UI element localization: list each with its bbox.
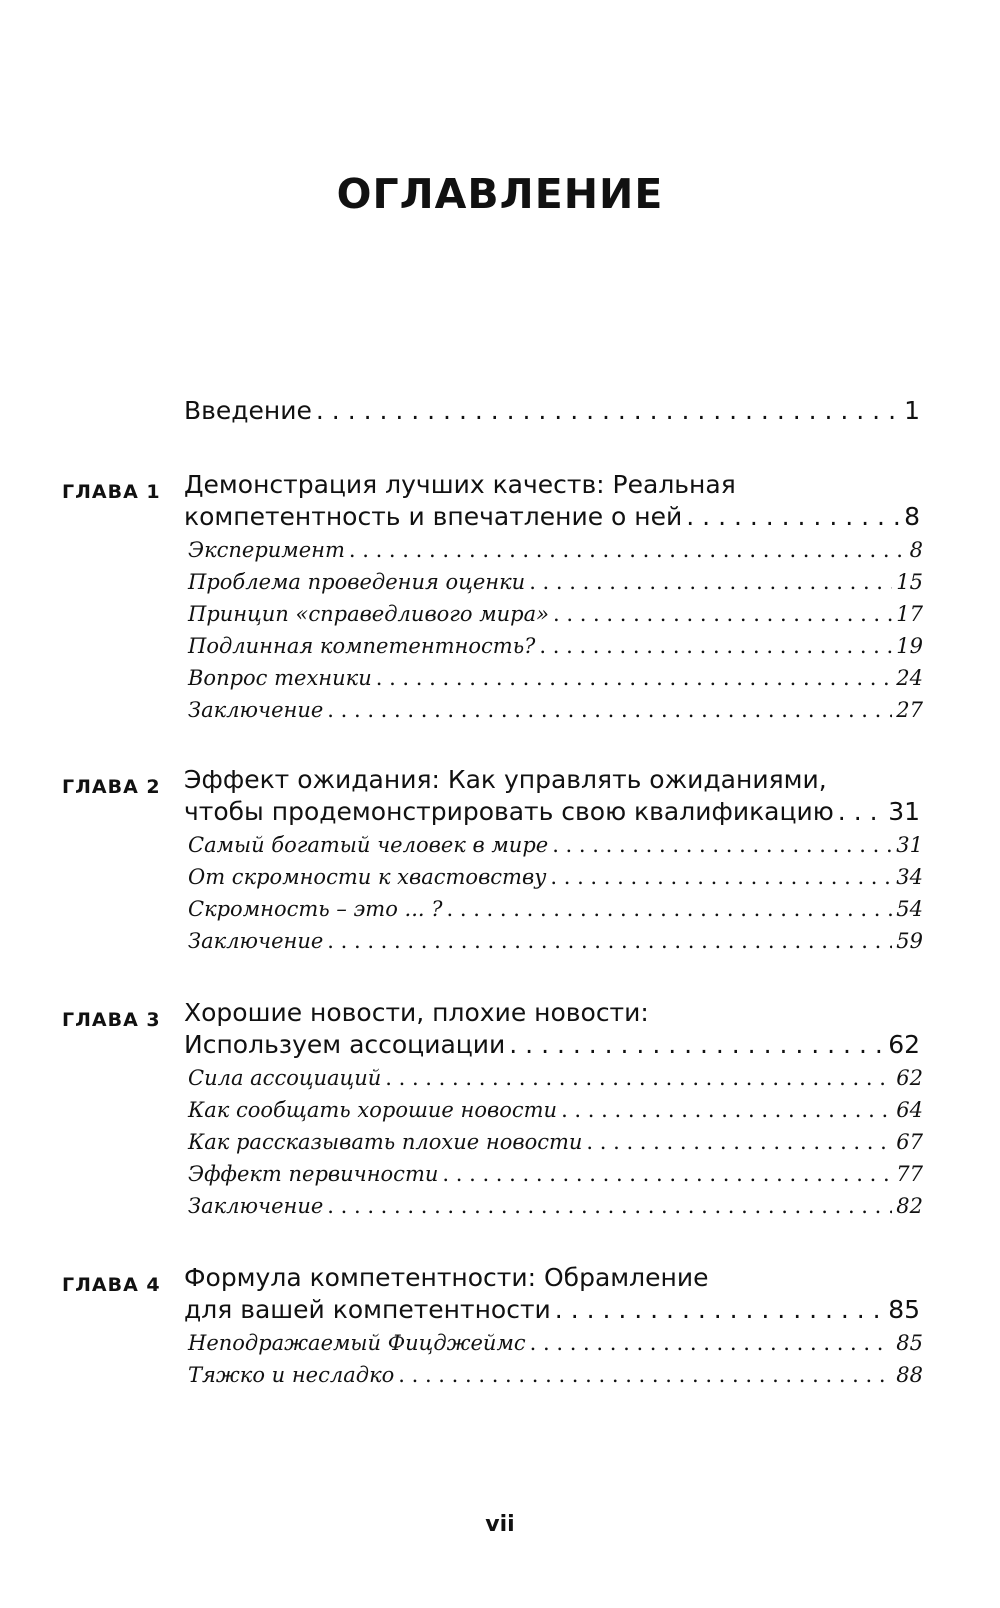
toc-section-entry: [188, 1194, 923, 1218]
toc-page-number: 15: [896, 570, 923, 594]
chapter-title-line1: Эффект ожидания: Как управлять ожиданиями,: [184, 765, 827, 794]
chapter-title-line1: Формула компетентности: Обрамление: [184, 1263, 709, 1292]
section-label: Неподражаемый Фицджеймс: [188, 1331, 526, 1355]
toc-page-number: 59: [896, 929, 923, 953]
toc-section-entry: [188, 602, 923, 626]
leader-dots: [838, 797, 884, 826]
chapter-title-entry: [184, 1030, 920, 1059]
section-label: Заключение: [188, 698, 324, 722]
toc-section-entry: [188, 1331, 923, 1355]
section-label: Эксперимент: [188, 538, 345, 562]
toc-section-entry: [188, 634, 923, 658]
chapter-title-line2: Используем ассоциации: [184, 1030, 506, 1059]
toc-page-number: 27: [896, 698, 923, 722]
toc-section-entry: [188, 698, 923, 722]
toc-page-number: 77: [896, 1162, 923, 1186]
leader-dots: [529, 570, 892, 594]
chapter-title-line2: компетентность и впечатление о ней: [184, 502, 683, 531]
toc-section-entry: [188, 666, 923, 690]
toc-section-entry: [188, 929, 923, 953]
section-label: Тяжко и несладко: [188, 1363, 395, 1387]
section-label: Заключение: [188, 929, 324, 953]
toc-page-number: 17: [896, 602, 923, 626]
toc-section-entry: [188, 1162, 923, 1186]
chapter-label: ГЛАВА 1: [62, 481, 161, 503]
page-title: ОГЛАВЛЕНИЕ: [336, 170, 664, 218]
leader-dots: [561, 1098, 892, 1122]
leader-dots: [349, 538, 906, 562]
toc-section-entry: [188, 538, 923, 562]
section-label: Подлинная компетентность?: [188, 634, 536, 658]
toc-intro-label: Введение: [184, 396, 312, 425]
leader-dots: [398, 1363, 892, 1387]
chapter-title-entry: [184, 1295, 920, 1324]
toc-section-entry: [188, 1130, 923, 1154]
toc-page-number: 31: [896, 833, 923, 857]
leader-dots: [530, 1331, 893, 1355]
toc-section-entry: [188, 1066, 923, 1090]
toc-section-entry: [188, 1098, 923, 1122]
toc-page-number: 82: [896, 1194, 923, 1218]
chapter-title-line1: Демонстрация лучших качеств: Реальная: [184, 470, 736, 499]
leader-dots: [509, 1030, 884, 1059]
section-label: Вопрос техники: [188, 666, 372, 690]
section-label: Проблема проведения оценки: [188, 570, 526, 594]
toc-page-number: 31: [888, 797, 920, 826]
chapter-label: ГЛАВА 4: [62, 1274, 161, 1296]
chapter-title-entry: [184, 502, 920, 531]
toc-page-number: 19: [896, 634, 923, 658]
chapter-title-line2: чтобы продемонстрировать свою квалификацию: [184, 797, 834, 826]
leader-dots: [552, 833, 892, 857]
chapter-title-line1: Хорошие новости, плохие новости:: [184, 998, 649, 1027]
toc-page-number: 8: [904, 502, 920, 531]
leader-dots: [376, 666, 893, 690]
section-label: Эффект первичности: [188, 1162, 439, 1186]
leader-dots: [553, 602, 892, 626]
toc-intro-entry: [184, 396, 920, 425]
toc-page-number: 54: [896, 897, 923, 921]
leader-dots: [686, 502, 900, 531]
section-label: Как рассказывать плохие новости: [188, 1130, 583, 1154]
chapter-title-line2: для вашей компетентности: [184, 1295, 551, 1324]
chapter-label: ГЛАВА 2: [62, 776, 161, 798]
toc-page-number: 8: [909, 538, 923, 562]
toc-section-entry: [188, 865, 923, 889]
leader-dots: [385, 1066, 892, 1090]
leader-dots: [316, 396, 900, 425]
leader-dots: [442, 1162, 892, 1186]
toc-page-number: 85: [888, 1295, 920, 1324]
chapter-title-entry: [184, 797, 920, 826]
toc-page-number: 34: [896, 865, 923, 889]
toc-page-number: 88: [896, 1363, 923, 1387]
chapter-label: ГЛАВА 3: [62, 1009, 161, 1031]
toc-section-entry: [188, 1363, 923, 1387]
section-label: От скромности к хвастовству: [188, 865, 547, 889]
toc-page-number: 64: [896, 1098, 923, 1122]
toc-section-entry: [188, 833, 923, 857]
toc-page-number: 67: [896, 1130, 923, 1154]
leader-dots: [327, 698, 892, 722]
leader-dots: [539, 634, 892, 658]
leader-dots: [327, 1194, 892, 1218]
toc-page-number: 62: [888, 1030, 920, 1059]
section-label: Сила ассоциаций: [188, 1066, 382, 1090]
section-label: Скромность – это ... ?: [188, 897, 443, 921]
leader-dots: [327, 929, 892, 953]
section-label: Принцип «справедливого мира»: [188, 602, 549, 626]
toc-page-number: 1: [904, 396, 920, 425]
section-label: Заключение: [188, 1194, 324, 1218]
leader-dots: [555, 1295, 884, 1324]
leader-dots: [447, 897, 893, 921]
toc-section-entry: [188, 897, 923, 921]
toc-page-number: 24: [896, 666, 923, 690]
toc-page-number: 85: [896, 1331, 923, 1355]
toc-section-entry: [188, 570, 923, 594]
section-label: Как сообщать хорошие новости: [188, 1098, 558, 1122]
section-label: Самый богатый человек в мире: [188, 833, 549, 857]
leader-dots: [550, 865, 892, 889]
toc-page-number: 62: [896, 1066, 923, 1090]
leader-dots: [586, 1130, 892, 1154]
page-number-folio: vii: [485, 1512, 515, 1537]
